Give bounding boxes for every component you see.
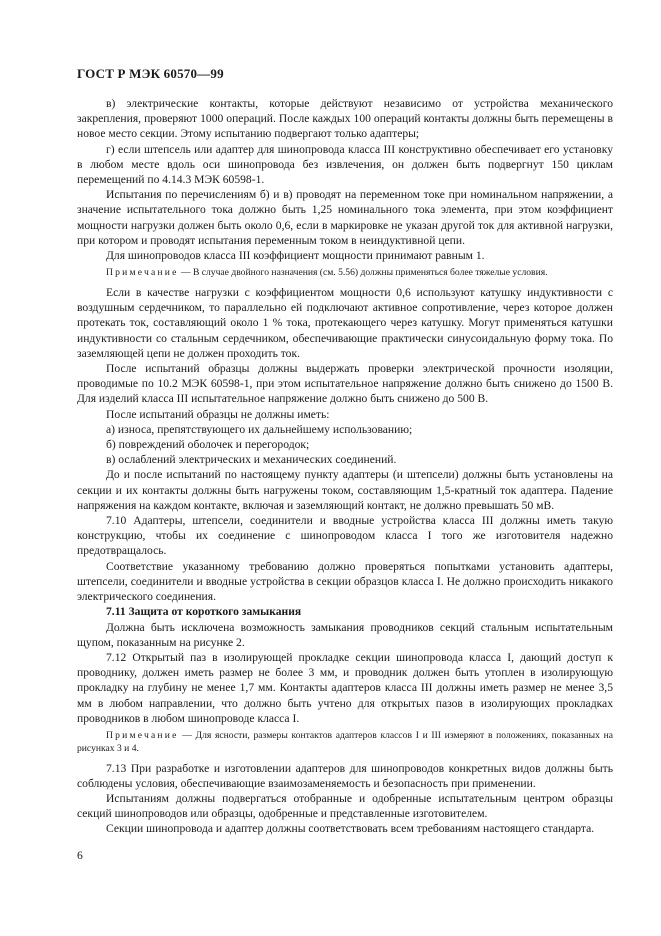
paragraph: Секции шинопровода и адаптер должны соответствовать всем требованиям настоящего стандарта. xyxy=(106,822,595,836)
paragraph: До и после испытаний по настоящему пункту адаптеры (и штепсели) должны быть установлены на секции и их контакты должны быть нагружены током, составляющим 1,5-кратный ток адаптера. Падение напряжения на каждом контакте, включая и заземляющий контакт, не должно превышать 50 мВ. xyxy=(77,468,613,512)
paragraph: Если в качестве нагрузки с коэффициентом мощности 0,6 используют катушку индуктивности с воздушным сердечником, то параллельно ей подключают активное сопротивление, через которое должен протекать ток, составляющий около 1 % тока, протекающего через катушку. Могут применяться катушки индуктивности со стальным сердечником, обеспечивающие практически синусоидальную форму тока. По заземляющей цепи не должен проходить ток. xyxy=(77,286,613,360)
note-label: Примечание xyxy=(106,267,179,279)
paragraph: Должна быть исключена возможность замыкания проводников секций стальным испытательным щупом, показанным на рисунке 2. xyxy=(77,620,613,649)
note-text: — Для ясности, размеры контактов адаптеров классов I и III измеряют в положениях, показанных на рисунках 3 и 4. xyxy=(77,729,613,754)
paragraph: 7.12 Открытый паз в изолирующей прокладке секции шинопровода класса I, дающий доступ к проводнику, должен иметь размер не более 3 мм, и проводник должен быть утоплен в изолирующую прокладку на глубину не менее 1,7 мм. Контакты адаптеров класса III должны иметь размер не менее 3,5 мм в любом направлении, что должно быть учтено для открытых пазов в изолирующих прокладках проводников в любом шинопроводе класса I. xyxy=(77,650,613,725)
list-item: а) износа, препятствующего их дальнейшему использованию; xyxy=(106,422,413,436)
paragraph: Для шинопроводов класса III коэффициент мощности принимают равным 1. xyxy=(106,249,485,263)
page-number: 6 xyxy=(77,849,83,862)
paragraph: После испытаний образцы должны выдержать проверки электрической прочности изоляции, проводимые по 10.2 МЭК 60598-1, при этом испытательное напряжение должно быть снижено до 1500 В. Для изделий класса III испытательное напряжение должно быть снижено до 500 В. xyxy=(77,362,613,406)
note-text: — В случае двойного назначения (см. 5.56) должны применяться более тяжелые условия. xyxy=(178,267,548,279)
section-heading: 7.11 Защита от короткого замыкания xyxy=(106,605,302,619)
note-label: Примечание xyxy=(106,729,179,741)
note xyxy=(77,730,613,756)
paragraph: г) если штепсель или адаптер для шинопровода класса III конструктивно обеспечивает его установку в любом месте вдоль оси шинопровода без извлечения, он должен быть подвергнут 150 циклам перемещений по 4.14.3 МЭК 60598-1. xyxy=(77,142,613,187)
paragraph: Испытаниям должны подвергаться отобранные и одобренные испытательным центром образцы секций шинопроводов или образцы, одобренные и представленные изготовителем. xyxy=(77,791,613,821)
paragraph: 7.10 Адаптеры, штепсели, соединители и вводные устройства класса III должны иметь такую конструкцию, чтобы их соединение с шинопроводом класса I того же изготовителя надежно предотвращалось. xyxy=(77,514,613,558)
paragraph: После испытаний образцы не должны иметь: xyxy=(106,407,330,421)
page-body xyxy=(77,96,613,837)
paragraph: Соответствие указанному требованию должно проверяться попытками установить адаптеры, штепсели, соединители и вводные устройства в секции образцов класса I. Не должно происходить никакого электрического соединения. xyxy=(77,559,613,604)
paragraph: 7.13 При разработке и изготовлении адаптеров для шинопроводов конкретных видов должны быть соблюдены условия, обеспечивающие взаимозаменяемость и безопасность при применении. xyxy=(77,761,613,790)
document-header: ГОСТ Р МЭК 60570—99 xyxy=(77,66,224,81)
paragraph: Испытания по перечислениям б) и в) проводят на переменном токе при номинальном напряжении, а значение испытательного тока должно быть 1,25 номинального тока элемента, при этом коэффициент мощности нагрузки должен быть около 0,6, если в маркировке не указан другой ток для активной нагрузки, при котором и проводят испытания переменным током в неиндуктивной цепи. xyxy=(77,188,613,247)
list-item: б) повреждений оболочек и перегородок; xyxy=(106,438,310,452)
note xyxy=(77,267,613,280)
paragraph: в) электрические контакты, которые действуют независимо от устройства механического закрепления, проверяют 1000 операций. После каждых 100 операций контакты должны быть перемещены в новое место секции. Этому испытанию подвергают только адаптеры; xyxy=(77,97,613,141)
list-item: в) ослаблений электрических и механических соединений. xyxy=(106,453,397,467)
